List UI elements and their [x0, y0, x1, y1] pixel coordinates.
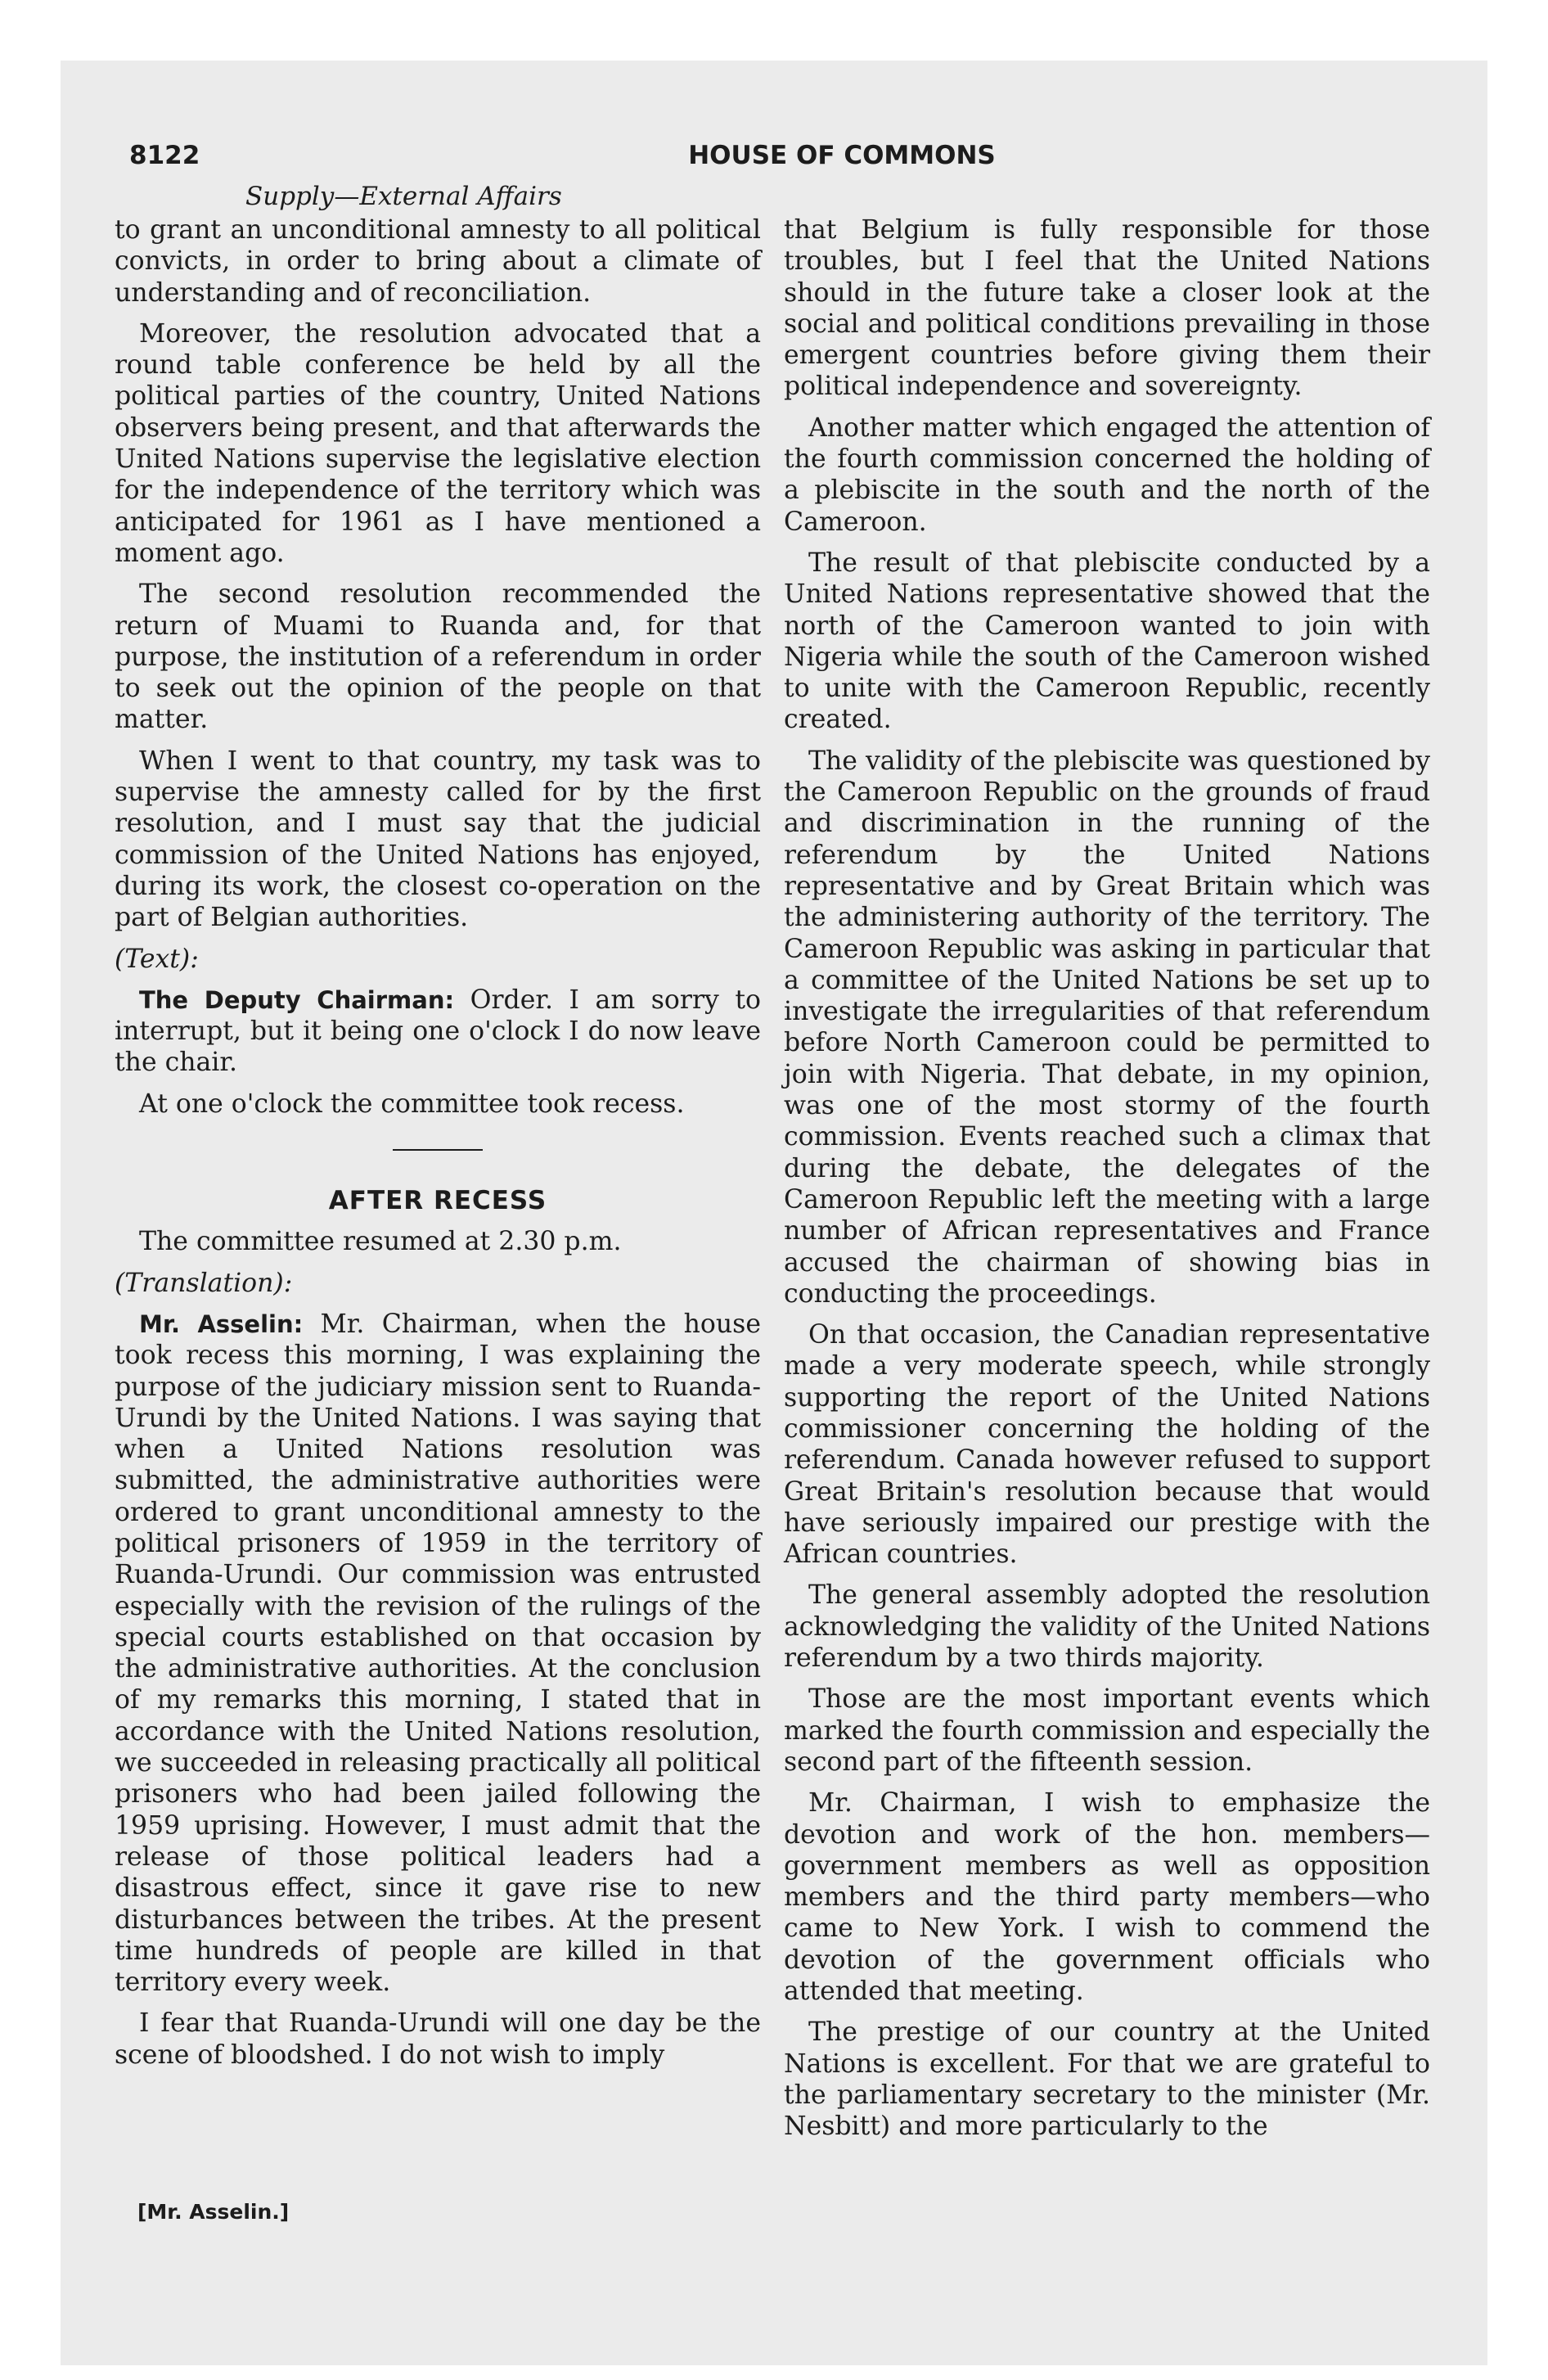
- paragraph: that Belgium is fully responsible for those troubles, but I feel that the United Nations should in the future take a closer look at the social and political conditions prevailing in those emergent countries before giving them their political independence and sovereignty.: [784, 215, 1430, 402]
- paragraph: Another matter which engaged the attention of the fourth commission concerned the holding of a plebiscite in the south and the north of the Cameroon.: [784, 412, 1430, 537]
- right-column: [784, 214, 1430, 2152]
- paragraph: The result of that plebiscite conducted by a United Nations representative showed that the north of the Cameroon wanted to join with Nigeria while the south of the Cameroon wished to unite with the Cameroon Republic, recently created.: [784, 548, 1430, 735]
- speech-text: Order. I am sorry to interrupt, but it being one o'clock I do now leave the chair.: [115, 985, 762, 1078]
- paragraph: When I went to that country, my task was to supervise the amnesty called for by the first resolution, and I must say that the judicial commission of the United Nations has enjoyed, during its work, the closest co-operation on the part of Belgian authorities.: [115, 746, 761, 933]
- paragraph: Mr. Chairman, I wish to emphasize the devotion and work of the hon. members—government members as well as opposition members and the third party members—who came to New York. I wish to commend the devotion of the government officials who attended that meeting.: [784, 1788, 1430, 2007]
- paragraph: Moreover, the resolution advocated that a round table conference be held by all the political parties of the country, United Nations observers being present, and that afterwards the United Nations supervise the legislative election for the independence of the territory which was anticipated for 1961 as I have mentioned a moment ago.: [115, 318, 761, 568]
- after-recess-heading: AFTER RECESS: [328, 1186, 547, 1216]
- speaker-name: The Deputy Chairman:: [139, 985, 455, 1014]
- speaker-name: Mr. Asselin:: [139, 1309, 304, 1338]
- page-header: [129, 141, 1432, 178]
- section-divider: [393, 1149, 483, 1151]
- asselin-paragraph: [115, 1309, 761, 1999]
- speaker-attribution: [Mr. Asselin.]: [137, 2200, 290, 2224]
- section-subject: Supply—External Affairs: [245, 182, 562, 211]
- paragraph: The committee resumed at 2.30 p.m.: [139, 1227, 622, 1257]
- running-title: HOUSE OF COMMONS: [688, 141, 996, 170]
- paragraph: The general assembly adopted the resolution acknowledging the validity of the United Nations referendum by a two thirds majority.: [784, 1580, 1430, 1674]
- paragraph: The prestige of our country at the United Nations is excellent. For that we are grateful to the parliamentary secretary to the minister (Mr. Nesbitt) and more particularly to the: [784, 2017, 1430, 2142]
- paragraph: On that occasion, the Canadian representative made a very moderate speech, while strongly supporting the report of the United Nations commissioner concerning the holding of the referendum. Canada however refused to support Great Britain's resolution because that would have seriously impaired our prestige with the African countries.: [784, 1320, 1430, 1570]
- language-label-text: (Text):: [115, 944, 199, 974]
- paragraph: The second resolution recommended the return of Muami to Ruanda and, for that purpose, the institution of a referendum in order to seek out the opinion of the people on that matter.: [115, 579, 761, 735]
- paragraph: to grant an unconditional amnesty to all political convicts, in order to bring about a climate of understanding and of reconciliation.: [115, 215, 761, 308]
- speech-text: Mr. Chairman, when the house took recess this morning, I was explaining the purpose of the judiciary mission sent to Ruanda-Urundi by the United Nations. I was saying that when a United Nations resolution was submitted, the administrative authorities were ordered to grant unconditional amnesty to the political prisoners of 1959 in the territory of Ruanda-Urundi. Our commission was entrusted especially with the revision of the rulings of the special courts established on that occasion by the administrative authorities. At the conclusion of my remarks this morning, I stated that in accordance with the United Nations resolution, we succeeded in releasing practically all political prisoners who had been jailed following the 1959 uprising. However, I must admit that the release of those political leaders had a disastrous effect, since it gave rise to new disturbances between the tribes. At the present time hundreds of people are killed in that territory every week.: [115, 1309, 761, 1998]
- deputy-chairman-paragraph: [115, 985, 761, 1079]
- language-label-translation: (Translation):: [115, 1268, 293, 1298]
- paragraph: Those are the most important events which marked the fourth commission and especially the second part of the fifteenth session.: [784, 1684, 1430, 1777]
- page-number: 8122: [129, 141, 200, 170]
- paragraph: I fear that Ruanda-Urundi will one day be the scene of bloodshed. I do not wish to imply: [115, 2008, 761, 2070]
- left-column: [115, 214, 761, 2080]
- paragraph: The validity of the plebiscite was questioned by the Cameroon Republic on the grounds of fraud and discrimination in the running of the referendum by the United Nations representative and by Great Britain which was the administering authority of the territory. The Cameroon Republic was asking in particular that a committee of the United Nations be set up to investigate the irregularities of that referendum before North Cameroon could be permitted to join with Nigeria. That debate, in my opinion, was one of the most stormy of the fourth commission. Events reached such a climax that during the debate, the delegates of the Cameroon Republic left the meeting with a large number of African representatives and France accused the chairman of showing bias in conducting the proceedings.: [784, 746, 1430, 1309]
- paragraph: At one o'clock the committee took recess.: [139, 1089, 685, 1119]
